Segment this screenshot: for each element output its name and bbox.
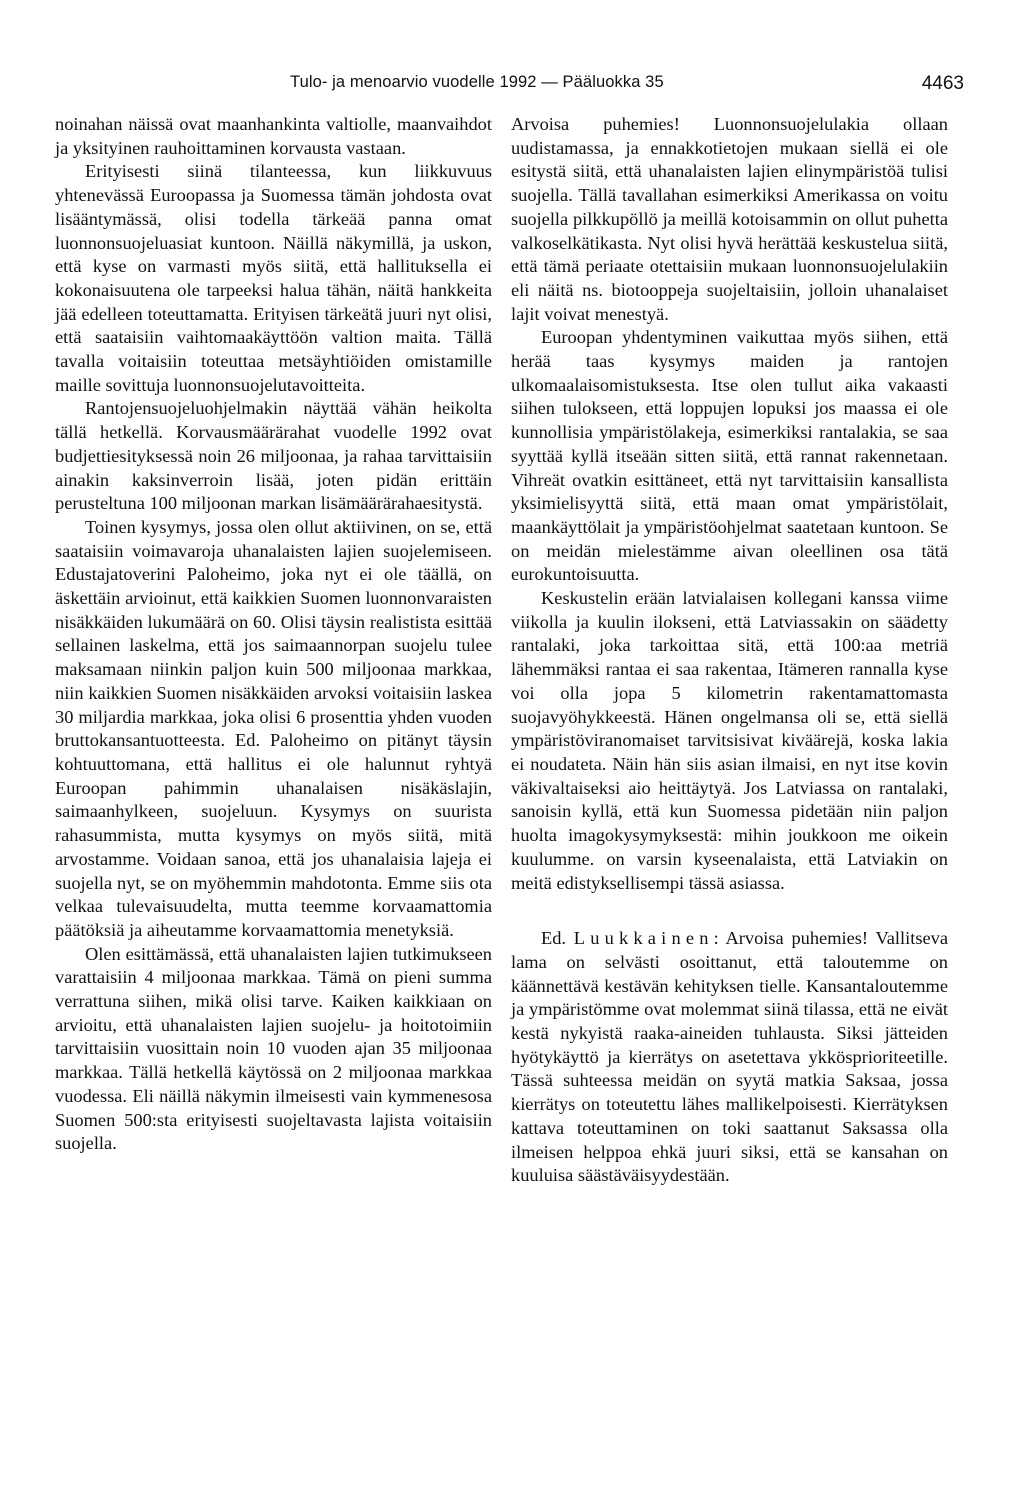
speaker-colon: :	[713, 928, 719, 949]
paragraph: Toinen kysymys, jossa olen ollut aktiivinen, on se, että saataisiin voimavaroja uhanalaisten lajien suojelemiseen. Edustajatoverini Paloheimo, joka nyt ei ole täällä, on äskettäin arvioinut, että kaikkien Suomen luonnonvaraisten nisäkkäiden lukumäärä on 60. Olisi täysin realistista esittää sellainen laskelma, että jos saimaannorpan suojelu tulee maksamaan niinkin paljon kuin 500 miljoonaa markkaa, niin kaikkien Suomen nisäkkäiden arvoksi voitaisiin laskea 30 miljardia markkaa, joka olisi 6 prosenttia yhden vuoden bruttokansantuotteesta. Ed. Paloheimo on pitänyt täysin kohtuuttomana, että hallitus ei ole halunnut ryhtyä Euroopan pahimmin uhanalaisen nisäkäslajin, saimaanhylkeen, suojeluun. Kysymys on suurista rahasummista, mutta kysymys on myös siitä, mitä arvostamme. Voidaan sanoa, että jos uhanalaisia lajeja ei suojella nyt, se on myöhemmin mahdotonta. Emme siis ota velkaa tulevaisuudelta, mutta teemme korvaamattomia päätöksiä ja aiheutamme korvaamattomia menetyksiä.	[55, 516, 492, 940]
speaker-prefix: Ed.	[541, 928, 574, 949]
paragraph: Arvoisa puhemies! Luonnonsuojelulakia ollaan uudistamassa, ja ennakkotietojen mukaan siellä ei ole esitystä siitä, että uhanalaisten lajien elinympäristöä tulisi suojella. Tällä tavallahan esimerkiksi Amerikassa on voitu suojella pilkkupöllö ja meillä kotoisammin on ollut puhetta valkoselkätikasta. Nyt olisi hyvä herättää keskustelua siitä, että tämä periaate otettaisiin mukaan luonnonsuojelulakiin eli näitä ns. biotooppeja suojeltaisiin, jolloin uhanalaiset lajit voivat menestyä.	[511, 114, 948, 324]
page-number: 4463	[921, 73, 964, 94]
paragraph: Keskustelin erään latvialaisen kollegani kanssa viime viikolla ja kuulin ilokseni, että Latviassakin on säädetty rantalaki, joka tarkoittaa sitä, että 100:aa metriä lähemmäksi rantaa ei saa rakentaa, Itämeren rannalla kyse voi olla jopa 5 kilometrin rakentamattomasta suojavyöhykkeestä. Hänen ongelmansa oli se, että siellä ympäristöviranomaiset tarvitsisivat kiväärejä, koska lakia ei noudateta. Näin hän siis asian ilmaisi, en nyt itse kovin väkivaltaiseksi aio heittäytyä. Jos Latviassa on rantalaki, sanoisin kyllä, että kun Suomessa pidetään niin paljon huolta imagokysymyksestä: mihin joukkoon me oikein kuulumme. on varsin kyseenalaista, että Latviakin on meitä edistyksellisempi tässä asiassa.	[511, 588, 948, 893]
right-column	[511, 113, 948, 1188]
speech-paragraph	[511, 927, 948, 1188]
running-header: Tulo- ja menoarvio vuodelle 1992 — Pääluokka 35	[290, 73, 664, 91]
paragraph: Olen esittämässä, että uhanalaisten lajien tutkimukseen varattaisiin 4 miljoonaa markkaa. Tämä on pieni summa verrattuna siihen, mikä olisi tarve. Kaiken kaikkiaan on arvioitu, että uhanalaisten lajien suojelu- ja hoitotoimiin tarvittaisiin vuosittain noin 10 vuoden ajan 35 miljoonaa markkaa. Tällä hetkellä käytössä on 2 miljoonaa markkaa vuodessa. Eli näillä näkymin ilmeisesti vain kymmenesosa Suomen 500:sta erityisesti suojeltavasta lajista voitaisiin suojella.	[55, 943, 492, 1154]
paragraph: Erityisesti siinä tilanteessa, kun liikkuvuus yhtenevässä Euroopassa ja Suomessa tämän johdosta ovat lisääntymässä, olisi todella tärkeää panna omat luonnonsuojeluasiat kuntoon. Näillä näkymillä, ja uskon, että kyse on varmasti myös siitä, että hallituksella ei kokonaisuutena ole tarpeeksi halua tähän, näitä hankkeita jää edelleen toteuttamatta. Erityisen tärkeätä juuri nyt olisi, että saataisiin vaihtomaakäyttöön valtion maita. Tällä tavalla voitaisiin toteuttaa metsäyhtiöiden omistamille maille sovittuja luonnonsuojelutavoitteita.	[55, 161, 492, 395]
speaker-name: Luukkainen	[573, 928, 714, 949]
left-column	[55, 113, 492, 1156]
paragraph: noinahan näissä ovat maanhankinta valtiolle, maanvaihdot ja yksityinen rauhoittaminen korvausta vastaan.	[55, 114, 492, 158]
paragraph: Rantojensuojeluohjelmakin näyttää vähän heikolta tällä hetkellä. Korvausmäärärahat vuodelle 1992 ovat budjettiesityksessä noin 26 miljoonaa, ja rahaa tarvittaisiin ainakin kaksinverroin lisää, joten pidän erittäin perusteltuna 100 miljoonan markan lisämäärärahaesitystä.	[55, 398, 492, 514]
speech-text: Arvoisa puhemies! Vallitseva lama on selvästi osoittanut, että taloutemme on käännettävä kestävän kehityksen tielle. Kansantaloutemme ja ympäristömme ovat molemmat siinä tilassa, että ne eivät kestä nykyistä raaka-aineiden tuhlausta. Siksi jätteiden hyötykäyttö ja kierrätys on asetettava ykkösprioriteetille. Tässä suhteessa meidän on syytä matkia Saksaa, jossa kierrätys on toteutettu lähes mallikelpoisesti. Kierrätyksen kattava toteuttaminen on toki saattanut Saksassa olla ilmeisen helppoa ehkä juuri siksi, että se kansahan on kuuluisa säästäväisyydestään.	[511, 928, 948, 1186]
paragraph: Euroopan yhdentyminen vaikuttaa myös siihen, että herää taas kysymys maiden ja rantojen ulkomaalaisomistuksesta. Itse olen tullut aika vakaasti siihen tulokseen, että loppujen lopuksi jos maassa ei ole kunnollisia ympäristölakeja, esimerkiksi rantalakia, se saa syyttää kyllä itseään sitten siitä, että rannat rakennetaan. Vihreät ovatkin esittäneet, että nyt tarvittaisiin kansallista yksimielisyyttä siitä, että maan omat ympäristölait, maankäyttölait ja ympäristöohjelmat saatetaan kuntoon. Se on meidän mielestämme aivan oleellinen osa tätä eurokuntoisuutta.	[511, 327, 948, 585]
